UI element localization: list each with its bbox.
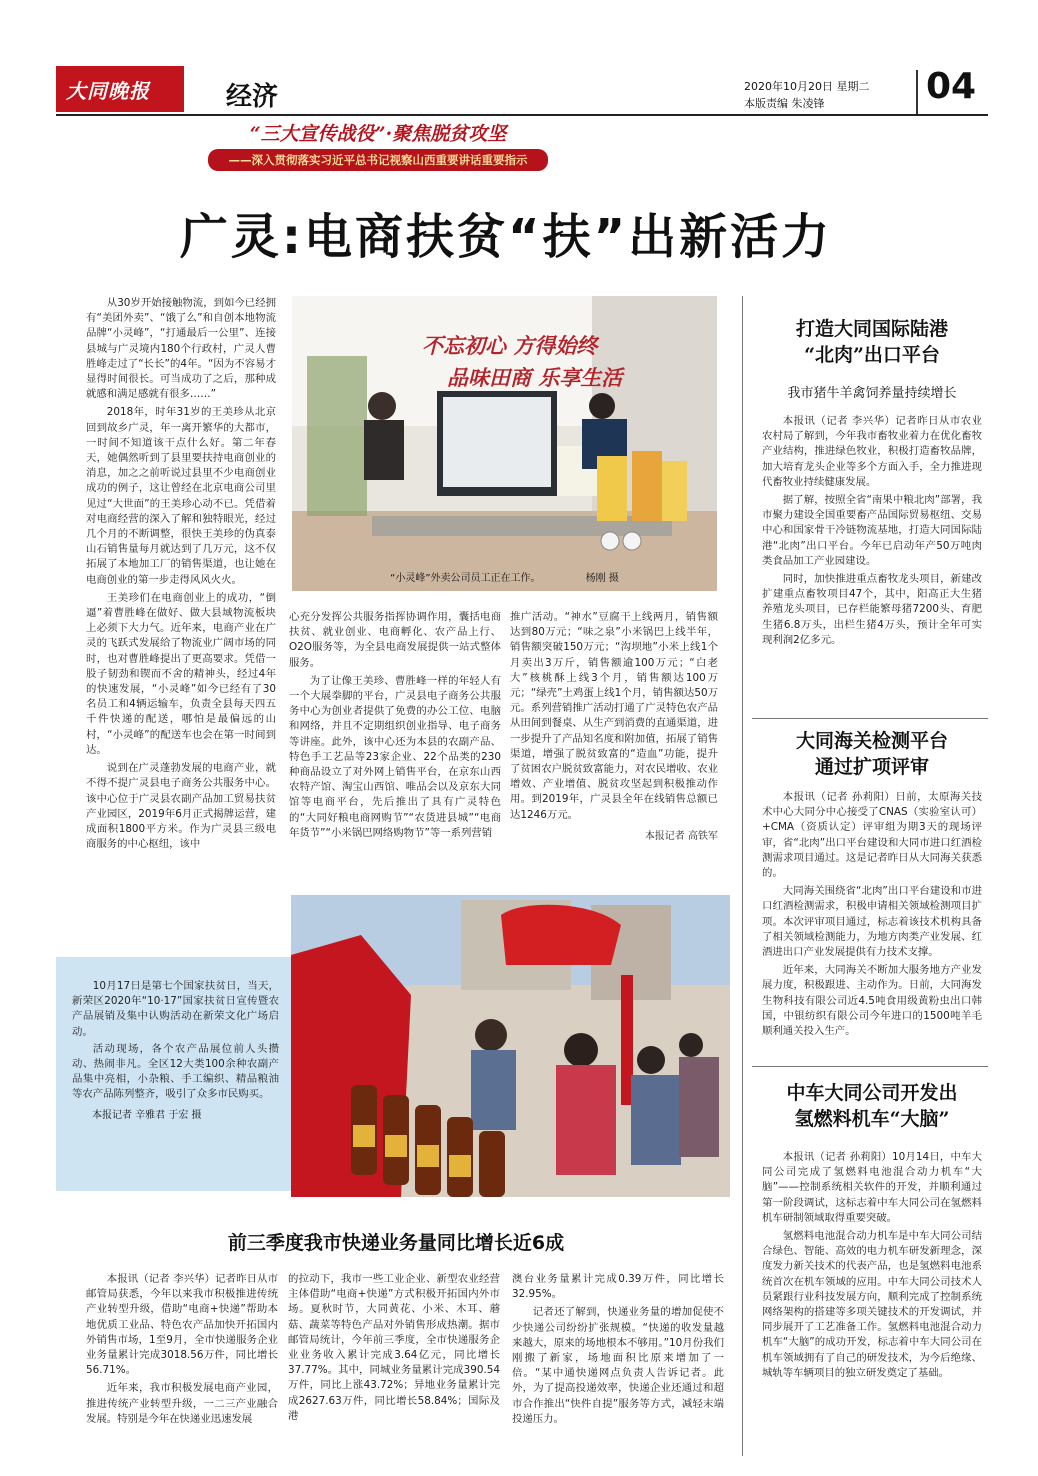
bottom-col3-para2: 记者还了解到，快递业务量的增加促使不少快递公司纷纷扩张规模。“快递的收发量越来越大，原来的场地根本不够用。”10月份我们刚搬了新家，场地面积比原来增加了一倍。“某中通快递网点负责人告诉记者。此外，为了提高投递效率，快递企业还通过和超市合作推出“快件自提”服务等方式，减轻末端投递压力。 <box>512 1306 724 1425</box>
side3-body <box>762 1150 982 1456</box>
main-headline: 广灵:电商扶贫“扶”出新活力 <box>179 209 833 265</box>
bottom-col3-para1: 澳台业务量累计完成0.39万件，同比增长32.95%。 <box>512 1273 724 1301</box>
side1-headline-line2: “北肉”出口平台 <box>804 344 940 366</box>
side1-headline <box>752 316 992 368</box>
market-caption-credit: 本报记者 辛雅君 于宏 摄 <box>92 1109 202 1121</box>
side2-para1: 本报讯（记者 孙莉阳）日前，太原海关技术中心大同分中心接受了CNAS（实验室认可）+CMA（资质认定）评审组为期3天的现场评审，省“北肉”出口平台建设和大同市进口红酒检测需求项目通过。这是记者昨日从大同海关获悉的。 <box>762 791 982 880</box>
wall-slogan-line2: 品味田商 乐享生活 <box>447 365 623 390</box>
campaign-banner <box>208 121 548 177</box>
banner-subtitle: ——深入贯彻落实习近平总书记视察山西重要讲话重要指示 <box>228 153 528 167</box>
header-rule <box>56 114 988 116</box>
side3-headline-line2: 氢燃料机车“大脑” <box>794 1108 950 1130</box>
main-col3-para1: 推广活动。“神水”豆腐干上线两月，销售额达到80万元；“味之泉”小米锅巴上线半年，销售额突破150万元；“沟坝地”小米上线1个月卖出3万斤，销售额逾100万元；“白老大”核桃酥上线3个月，销售额达100万元；“绿壳”土鸡蛋上线1个月，销售额达50万元。系列营销推广活动打通了广灵特色农产品从田间到餐桌、从生产到消费的直通渠道，进一步提升了产品知名度和附加值，拓展了销售渠道，增强了脱贫致富的“造血”功能，提升了贫困农户脱贫致富能力，对农民增收、农业增效、产业增值、脱贫攻坚起到积极推动作用。到2019年，广灵县全年在线销售总额已达1246万元。 <box>510 611 718 821</box>
bottom-article-col1 <box>86 1272 278 1456</box>
main-article-col2 <box>289 610 501 886</box>
bottom-article-col3 <box>512 1272 724 1456</box>
banner-title: “三大宣传战役”·聚焦脱贫攻坚 <box>249 123 507 145</box>
side1-body <box>762 414 982 714</box>
page-number: 04 <box>926 66 977 107</box>
main-col2-para1: 心充分发挥公共服务指挥协调作用，囊括电商扶贫、就业创业、电商孵化、农产品上行、O2O服务等，为全县电商发展提供一站式整体服务。 <box>289 611 501 669</box>
bottom-col2-para1: 的拉动下，我市一些工业企业、新型农业经营主体借助“电商+快递”方式积极开拓国内外市场。夏秋时节，大同黄花、小米、木耳、蘑菇、蔬菜等特色产品对外销售形成热潮。据市邮管局统计，今年前三季度，全市快递服务企业业务收入累计完成3.64亿元，同比增长37.77%。其中，同城业务量累计完成390.54万件，同比上涨43.72%；异地业务量累计完成2627.63万件，同比增长58.84%；国际及港 <box>288 1273 500 1422</box>
side2-headline <box>752 728 992 780</box>
office-photo-credit: 杨刚 摄 <box>585 573 619 584</box>
side2-bottom-rule <box>752 1066 988 1067</box>
side1-bottom-rule <box>752 718 988 719</box>
main-col1-para1: 从30岁开始接触物流，到如今已经拥有“美团外卖”、“饿了么”和自创本地物流品牌“小灵峰”，“打通最后一公里”、连接县城与广灵境内180个行政村，广灵人曹胜峰走过了“长长”的4年。“因为不容易才显得时间很长。可当成功了之后，那种成就感和满足感就有很多……” <box>86 297 276 401</box>
main-article-col3 <box>510 610 718 886</box>
main-col2-para2: 为了让像王美珍、曹胜峰一样的年轻人有一个大展拳脚的平台，广灵县电子商务公共服务中心为创业者提供了免费的办公工位、电脑和网络，并且不定期组织创业指导、电子商务等讲座。此外，该中心还为本县的农副产品、特色手工艺品等23家企业、22个品类的230种商品设立了对外网上销售平台，在京东山西农特产馆、淘宝山西馆、唯品会以及京东大同馆等电商平台，先后推出了具有广灵特色的“大同好粮电商网购节”“农货进县城”“电商年货节”“小米锅巴网络购物节”等一系列营销 <box>289 674 501 839</box>
logo-text: 大同晚报 <box>66 79 150 103</box>
market-caption-para2: 活动现场，各个农产品展位前人头攒动、热闹非凡。全区12大类100余种农副产品集中亮相，小杂粮、手工编织、精品粮油等农产品陈列整齐，吸引了众多市民购买。 <box>72 1042 279 1101</box>
side2-headline-line2: 通过扩项评审 <box>814 756 929 778</box>
bottom-article-col2 <box>288 1272 500 1456</box>
sidebar-divider <box>742 296 743 1456</box>
page-editor: 本版责编 朱凌锋 <box>744 97 825 110</box>
side3-headline-line1: 中车大同公司开发出 <box>786 1082 958 1104</box>
side1-headline-line1: 打造大同国际陆港 <box>795 318 948 340</box>
market-photo-illustration <box>291 895 730 1197</box>
main-article-byline: 本报记者 高铁军 <box>644 830 718 842</box>
side1-para1: 本报讯（记者 李兴华）记者昨日从市农业农村局了解到，今年我市畜牧业着力在优化畜牧产业结构，推进绿色牧业，积极打造畜牧品牌，加大培育龙头企业等多个方面入手，全力推进现代畜牧业持续健康发展。 <box>762 415 982 488</box>
market-photo <box>291 895 730 1197</box>
section-name: 经济 <box>226 82 279 112</box>
office-photo <box>292 296 717 591</box>
office-photo-caption: “小灵峰”外卖公司员工正在工作。 <box>390 573 541 584</box>
market-photo-caption-box <box>56 957 291 1191</box>
wall-slogan-line1: 不忘初心 方得始终 <box>422 333 598 358</box>
side3-headline <box>752 1080 992 1132</box>
bottom-col1-para2: 近年来，我市积极发展电商产业园，推进传统产业转型升级，一二三产业融合发展。特别是今年在快递业迅速发展 <box>86 1382 278 1425</box>
main-col1-para4: 说到在广灵蓬勃发展的电商产业，就不得不提广灵县电子商务公共服务中心。该中心位于广灵县农副产品加工贸易扶贫产业园区，2019年6月正式揭牌运营，建成面积1800平方米。作为广灵县三级电商服务的中心枢纽，该中 <box>86 762 276 851</box>
office-photo-caption-row <box>292 566 717 585</box>
bottom-col1-para1: 本报讯（记者 李兴华）记者昨日从市邮管局获悉，今年以来我市积极推进传统产业转型升级，借助“电商+快递”帮助本地优质工业品、特色农产品加快开拓国内外销售市场，1至9月，全市快递服务企业业务量累计完成3018.56万件，同比增长56.71%。 <box>86 1273 278 1377</box>
side3-para1: 本报讯（记者 孙莉阳）10月14日，中车大同公司完成了氢燃料电池混合动力机车“大脑”——控制系统相关软件的开发，并顺利通过第一阶段调试，这标志着中车大同公司在氢燃料机车研制领域取得重要突破。 <box>762 1151 982 1224</box>
page-number-divider <box>916 70 918 114</box>
logo <box>56 66 184 112</box>
side2-para2: 大同海关围绕省“北肉”出口平台建设和市进口红酒检测需求，积极申请相关领域检测项目扩项。本次评审项目通过，标志着该技术机构具备了相关领域检测能力，为地方肉类产业发展、红酒进出口产业发展提供有力技术支撑。 <box>762 885 982 959</box>
banner-subtitle-strip <box>208 149 548 171</box>
side2-headline-line1: 大同海关检测平台 <box>795 730 948 752</box>
side1-para2: 据了解，按照全省“南果中粮北肉”部署，我市聚力建设全国重要畜产品国际贸易枢纽、交易中心和国家骨干冷链物流基地，打造大同国际陆港“北肉”出口平台。今年已启动年产50万吨肉类食品加工产业园建设。 <box>762 494 982 567</box>
side3-para2: 氢燃料电池混合动力机车是中车大同公司结合绿色、智能、高效的电力机车研发新理念，深度发力新关技术的代表产品，也是氢燃料电池系统首次在机车领域的应用。中车大同公司技术人员紧跟行业科技发展方向，顺利完成了控制系统网络架构的搭建等多项关键技术的开发调试，并同步展开了工艺准备工作。氢燃料电池混合动力机车“大脑”的成功开发，标志着中车大同公司在机车领域拥有了自己的研发技术，为今后绝缘、城轨等车辆项目的独立研发奠定了基础。 <box>762 1230 982 1379</box>
side1-subhead: 我市猪牛羊禽饲养量持续增长 <box>787 386 957 401</box>
main-col1-para2: 2018年，时年31岁的王美珍从北京回到故乡广灵，年一离开繁华的大都市，一时间不知道该干点什么好。第二年春天，她偶然听到了县里要扶持电商创业的消息，加之之前听说过县里不少电商创业成功的例子，这让曾经在北京电商公司里见过“大世面”的王美珍心动不已。凭借着对电商经营的深入了解和独特眼光，经过几个月的不断调整，很快王美珍的伪真泰山石销售量每月就达到了几万元，这不仅拓展了本地加工厂的销售渠道，也让她在电商创业的第一步走得风风火火。 <box>86 406 276 586</box>
issue-date: 2020年10月20日 星期二 <box>744 80 870 93</box>
side2-body <box>762 790 982 1060</box>
side1-para3: 同时，加快推进重点畜牧龙头项目，新建改扩建重点畜牧项目47个，其中，阳高正大生猪养殖龙头项目，已存栏能繁母猪7200头、育肥生猪6.8万头，出栏生猪4万头，预计全年可实现利润2亿多元。 <box>762 573 982 646</box>
bottom-headline: 前三季度我市快递业务量同比增长近6成 <box>227 1232 565 1254</box>
main-article-col1 <box>86 296 276 888</box>
side2-para3: 近年来，大同海关不断加大服务地方产业发展力度，积极跟进、主动作为。日前，大同海发生物科技有限公司近4.5吨食用级黄粉虫出口韩国，中银纺织有限公司今年进口的1500吨羊毛顺利通关投入生产。 <box>762 964 982 1038</box>
main-col1-para3: 王美珍们在电商创业上的成功，“倒逼”着曹胜峰在做好、做大县域物流板块上必须下大力气。近年来，电商产业在广灵的飞跃式发展给了物流业广阔市场的同时，也对曹胜峰提出了更高要求。凭借一股子韧劲和锲而不舍的精神头，经过4年的快速发展，“小灵峰”如今已经有了30名员工和4辆运输车，负责全县每天四五千件快递的配送，哪怕是最偏远的山村，“小灵峰”的配送车也会在第一时间到达。 <box>86 591 276 756</box>
market-caption-para1: 10月17日是第七个国家扶贫日，当天，新荣区2020年“10·17”国家扶贫日宣传暨农产品展销及集中认购活动在新荣文化广场启动。 <box>72 980 279 1038</box>
